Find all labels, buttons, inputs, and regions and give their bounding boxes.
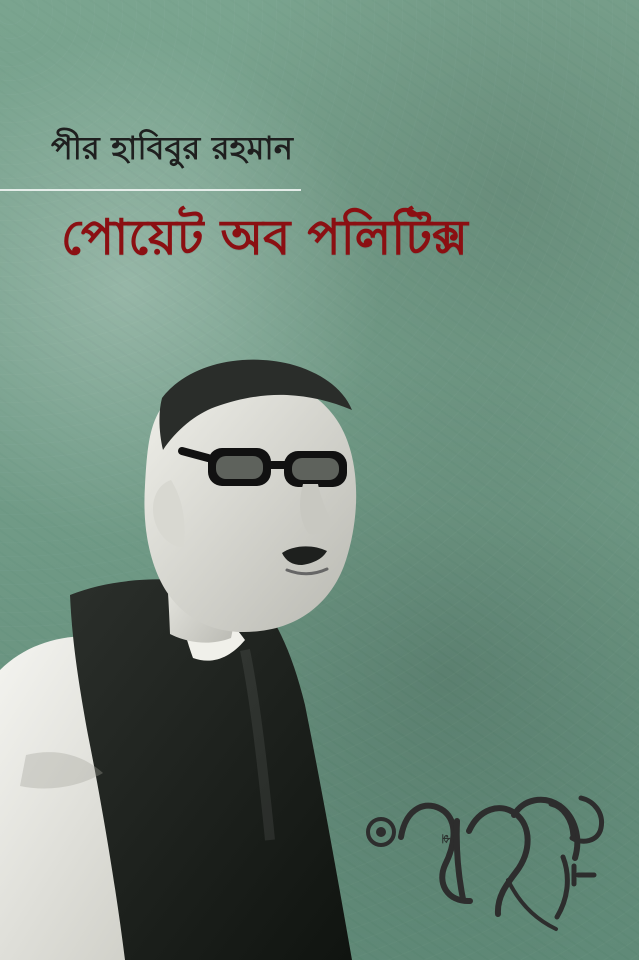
publisher-logo [361,779,616,939]
title-divider [0,189,301,191]
book-title: পোয়েট অব পলিটিক্স [61,209,468,266]
author-name: পীর হাবিবুর রহমান [51,129,294,167]
publisher-logo-label: ক [439,833,453,843]
